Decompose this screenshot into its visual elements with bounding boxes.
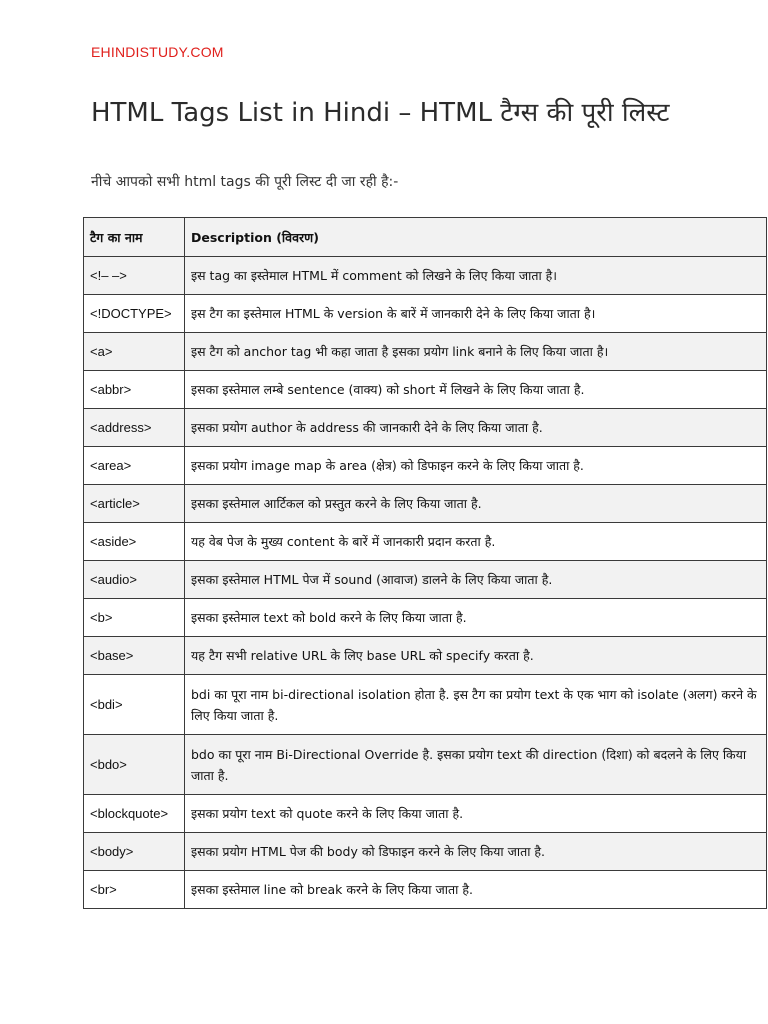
tag-cell: <address>	[84, 409, 185, 447]
description-cell: यह टैग सभी relative URL के लिए base URL को specify करता है.	[185, 637, 767, 675]
table-header-row	[84, 218, 767, 257]
description-cell: इसका प्रयोग text को quote करने के लिए किया जाता है.	[185, 795, 767, 833]
table-row	[84, 561, 767, 599]
description-cell: इसका इस्तेमाल text को bold करने के लिए किया जाता है.	[185, 599, 767, 637]
tag-cell: <br>	[84, 871, 185, 909]
table-row	[84, 735, 767, 795]
tag-cell: <a>	[84, 333, 185, 371]
table-row	[84, 257, 767, 295]
description-cell: इसका प्रयोग author के address की जानकारी देने के लिए किया जाता है.	[185, 409, 767, 447]
description-cell: इस टैग का इस्तेमाल HTML के version के बारें में जानकारी देने के लिए किया जाता है।	[185, 295, 767, 333]
table-row	[84, 675, 767, 735]
table-row	[84, 871, 767, 909]
site-name[interactable]: EHINDISTUDY.COM	[91, 44, 224, 60]
html-tags-table	[83, 217, 767, 909]
tag-cell: <area>	[84, 447, 185, 485]
tag-cell: <base>	[84, 637, 185, 675]
description-cell: bdo का पूरा नाम Bi-Directional Override है. इसका प्रयोग text की direction (दिशा) को बदलने के लिए किया जाता है.	[185, 735, 767, 795]
tag-cell: <!– –>	[84, 257, 185, 295]
description-cell: यह वेब पेज के मुख्य content के बारें में जानकारी प्रदान करता है.	[185, 523, 767, 561]
tag-cell: <audio>	[84, 561, 185, 599]
description-cell: इसका इस्तेमाल line को break करने के लिए किया जाता है.	[185, 871, 767, 909]
table-row	[84, 447, 767, 485]
table-row	[84, 599, 767, 637]
tag-cell: <body>	[84, 833, 185, 871]
page-title: HTML Tags List in Hindi – HTML टैग्स की पूरी लिस्ट	[91, 98, 670, 128]
table-row	[84, 523, 767, 561]
tag-cell: <article>	[84, 485, 185, 523]
description-cell: इस tag का इस्तेमाल HTML में comment को लिखने के लिए किया जाता है।	[185, 257, 767, 295]
tag-cell: <abbr>	[84, 371, 185, 409]
table-row	[84, 795, 767, 833]
table-row	[84, 371, 767, 409]
description-cell: इसका इस्तेमाल लम्बे sentence (वाक्य) को short में लिखने के लिए किया जाता है.	[185, 371, 767, 409]
table-row	[84, 295, 767, 333]
tag-cell: <bdi>	[84, 675, 185, 735]
tag-cell: <blockquote>	[84, 795, 185, 833]
tag-cell: <bdo>	[84, 735, 185, 795]
description-cell: इसका प्रयोग image map के area (क्षेत्र) को डिफाइन करने के लिए किया जाता है.	[185, 447, 767, 485]
table-row	[84, 485, 767, 523]
table-row	[84, 637, 767, 675]
header-tag-name: टैग का नाम	[84, 218, 185, 257]
intro-text: नीचे आपको सभी html tags की पूरी लिस्ट दी जा रही है:-	[91, 174, 399, 190]
description-cell: इस टैग को anchor tag भी कहा जाता है इसका प्रयोग link बनाने के लिए किया जाता है।	[185, 333, 767, 371]
header-description: Description (विवरण)	[185, 218, 767, 257]
tag-cell: <!DOCTYPE>	[84, 295, 185, 333]
description-cell: इसका इस्तेमाल HTML पेज में sound (आवाज) डालने के लिए किया जाता है.	[185, 561, 767, 599]
table-row	[84, 833, 767, 871]
tag-cell: <b>	[84, 599, 185, 637]
tag-cell: <aside>	[84, 523, 185, 561]
table-row	[84, 409, 767, 447]
table-row	[84, 333, 767, 371]
description-cell: इसका इस्तेमाल आर्टिकल को प्रस्तुत करने के लिए किया जाता है.	[185, 485, 767, 523]
description-cell: इसका प्रयोग HTML पेज की body को डिफाइन करने के लिए किया जाता है.	[185, 833, 767, 871]
description-cell: bdi का पूरा नाम bi-directional isolation होता है. इस टैग का प्रयोग text के एक भाग को isolate (अलग) करने के लिए किया जाता है.	[185, 675, 767, 735]
